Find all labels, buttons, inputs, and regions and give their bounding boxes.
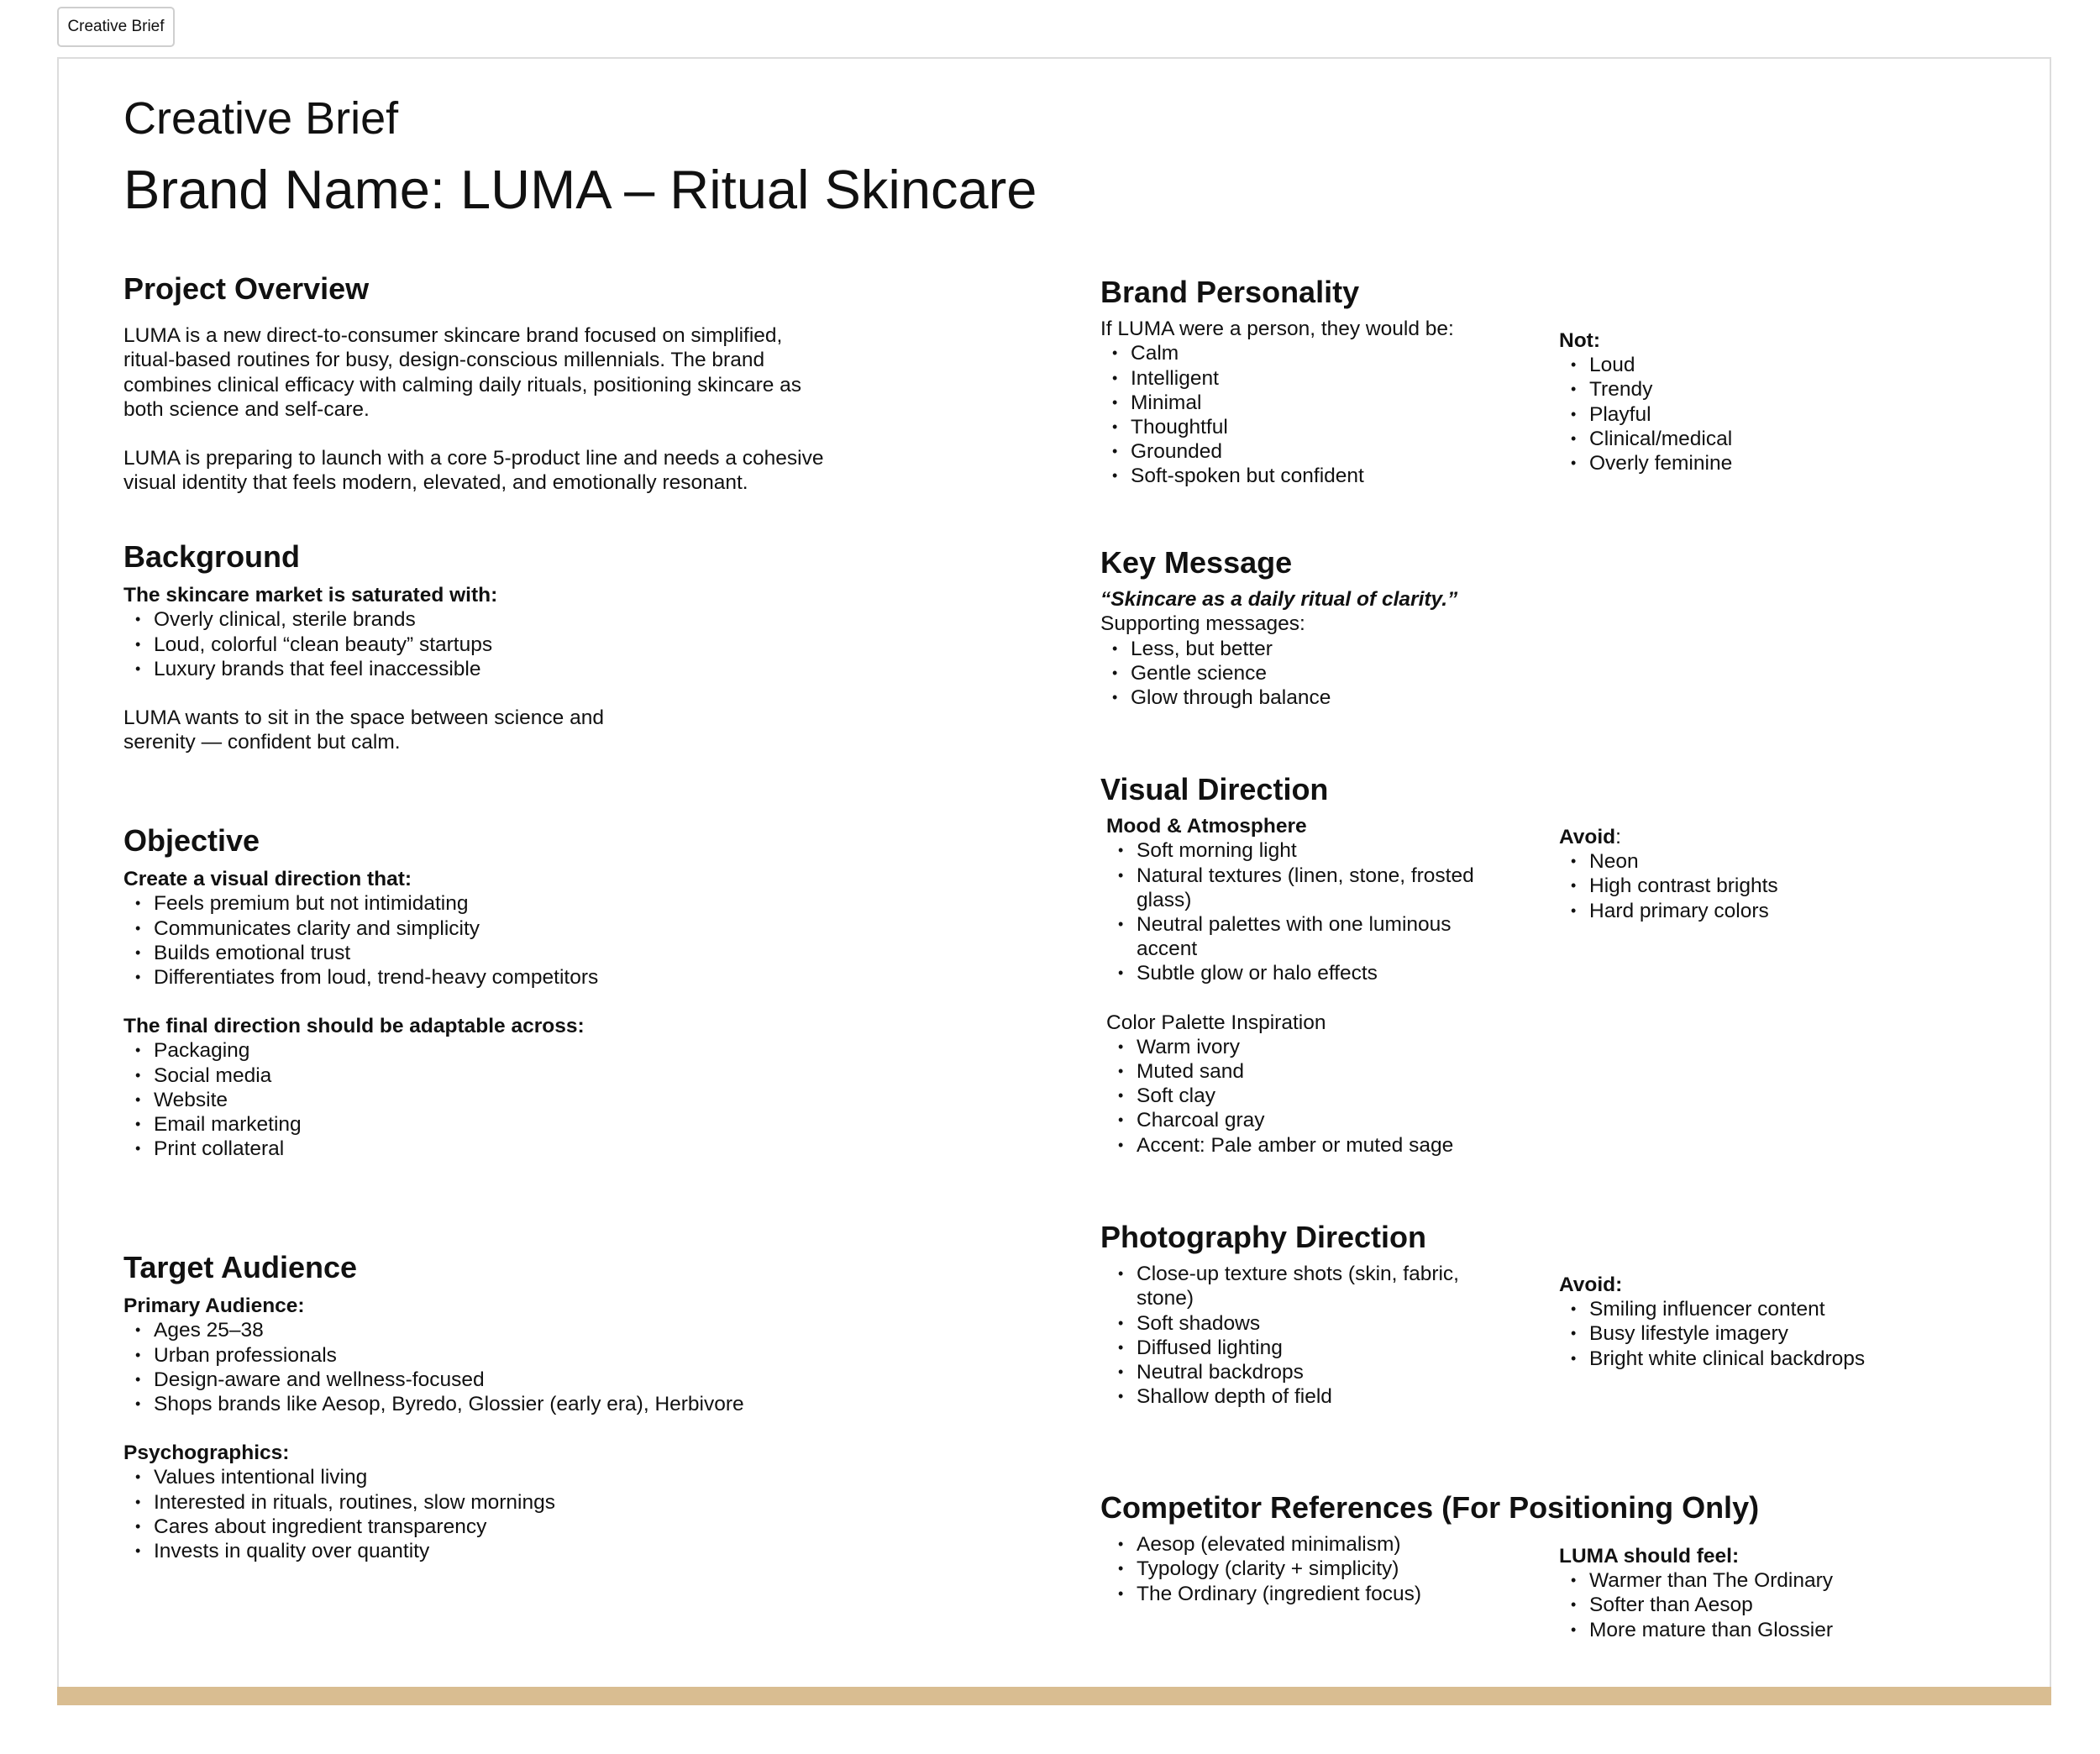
list-item: • Luxury brands that feel inaccessible [123,657,604,681]
list-item: • Subtle glow or halo effects [1106,961,1474,985]
list-item: • Accent: Pale amber or muted sage [1106,1133,1474,1158]
section-heading: Competitor References (For Positioning Only) [1100,1490,1760,1525]
text-line: serenity — confident but calm. [123,731,401,754]
background-intro: The skincare market is saturated with: [123,584,498,607]
text-line: Natural textures (linen, stone, frosted [1137,864,1474,887]
list-item [1106,1262,1459,1310]
list-item: • High contrast brights [1559,874,1778,898]
list-item: • Print collateral [123,1137,598,1161]
list-item: • Clinical/medical [1559,427,1732,451]
list-item: • Loud, colorful “clean beauty” startups [123,633,604,657]
list-item: • Busy lifestyle imagery [1559,1321,1865,1346]
brand-personality-section [1100,274,1454,489]
list-item: • Trendy [1559,377,1732,402]
list-item: • Invests in quality over quantity [123,1539,744,1563]
visual-avoid-label [1559,825,1778,849]
avoid-colon: : [1615,826,1621,848]
list-item: • Packaging [123,1038,598,1063]
list-item: • Charcoal gray [1106,1108,1474,1132]
adaptable-list [123,1038,598,1161]
text-line: combines clinical efficacy with calming daily rituals, positioning skincare as [123,373,802,396]
list-item: • Gentle science [1100,661,1457,685]
section-heading: Target Audience [123,1250,358,1284]
color-palette-list [1106,1035,1474,1158]
supporting-messages-list [1100,637,1457,711]
section-heading: Photography Direction [1100,1220,1427,1254]
list-item: • Overly feminine [1559,451,1732,475]
list-item: • Minimal [1100,391,1454,415]
photography-list [1106,1262,1459,1409]
document-title: Brand Name: LUMA – Ritual Skincare [123,159,1037,220]
list-item: • Design-aware and wellness-focused [123,1368,744,1392]
list-item: • Email marketing [123,1112,598,1137]
list-item: • Playful [1559,402,1732,427]
objective-section [123,822,598,1161]
list-item: • Social media [123,1063,598,1088]
overview-paragraph-1 [123,323,824,422]
key-message-section [1100,544,1457,710]
list-item: • Hard primary colors [1559,899,1778,923]
list-item: • Grounded [1100,439,1454,464]
photography-direction-section [1100,1219,1459,1409]
tab-creative-brief[interactable]: Creative Brief [57,7,175,47]
list-item: • Glow through balance [1100,685,1457,710]
luma-should-feel-label: LUMA should feel: [1559,1545,1740,1568]
list-item: • Website [123,1088,598,1112]
list-item: • Calm [1100,341,1454,365]
text-line: Close-up texture shots (skin, fabric, [1137,1263,1459,1286]
section-heading: Key Message [1100,545,1293,580]
document-kicker: Creative Brief [123,93,399,144]
list-item [1106,912,1474,961]
list-item: • More mature than Glossier [1559,1618,1833,1642]
list-item: • Ages 25–38 [123,1318,744,1342]
luma-should-feel-section [1559,1544,1833,1642]
personality-not-section [1559,328,1732,475]
list-item: • Soft shadows [1106,1311,1459,1336]
list-item: • Urban professionals [123,1343,744,1368]
overview-paragraph-2 [123,446,824,495]
photography-avoid-label: Avoid: [1559,1273,1623,1296]
visual-direction-section [1100,771,1474,1158]
section-heading: Visual Direction [1100,772,1329,806]
luma-should-feel-list [1559,1568,1833,1642]
list-item: • Differentiates from loud, trend-heavy competitors [123,965,598,990]
not-label: Not: [1559,329,1600,352]
key-message-quote: “Skincare as a daily ritual of clarity.” [1100,588,1458,612]
personality-list [1100,341,1454,488]
list-item: • Bright white clinical backdrops [1559,1347,1865,1371]
background-closing [123,706,604,754]
list-item: • Builds emotional trust [123,941,598,965]
text-line: LUMA wants to sit in the space between science and [123,706,604,729]
list-item: • Warmer than The Ordinary [1559,1568,1833,1593]
list-item: • Shallow depth of field [1106,1384,1459,1409]
list-item: • Feels premium but not intimidating [123,891,598,916]
project-overview-section [123,270,824,495]
visual-avoid-section [1559,825,1778,923]
primary-audience-list [123,1318,744,1416]
list-item: • Overly clinical, sterile brands [123,607,604,632]
list-item: • Muted sand [1106,1059,1474,1084]
list-item: • Less, but better [1100,637,1457,661]
primary-audience-label: Primary Audience: [123,1294,305,1318]
background-list [123,607,604,681]
objective-list [123,891,598,990]
list-item: • Cares about ingredient transparency [123,1515,744,1539]
section-heading: Brand Personality [1100,275,1360,309]
objective-intro: Create a visual direction that: [123,868,412,891]
list-item [1106,864,1474,912]
list-item: • Aesop (elevated minimalism) [1106,1532,1759,1557]
list-item: • Soft morning light [1106,838,1474,863]
text-line: ritual-based routines for busy, design-conscious millennials. The brand [123,349,765,372]
list-item: • Values intentional living [123,1465,744,1489]
text-line: LUMA is a new direct-to-consumer skincare brand focused on simplified, [123,324,783,348]
personality-intro: If LUMA were a person, they would be: [1100,318,1454,341]
text-line: LUMA is preparing to launch with a core 5-product line and needs a cohesive [123,447,824,470]
list-item: • Interested in rituals, routines, slow mornings [123,1490,744,1515]
avoid-word: Avoid [1559,826,1616,848]
list-item: • Neutral backdrops [1106,1360,1459,1384]
list-item: • Loud [1559,353,1732,377]
list-item: • The Ordinary (ingredient focus) [1106,1582,1759,1606]
psychographics-list [123,1465,744,1563]
section-heading: Project Overview [123,271,370,306]
not-list [1559,353,1732,475]
list-item: • Neon [1559,849,1778,874]
list-item: • Soft-spoken but confident [1100,464,1454,488]
text-line: visual identity that feels modern, elevated, and emotionally resonant. [123,471,748,495]
section-heading: Objective [123,823,260,858]
text-line: both science and self-care. [123,397,370,421]
list-item: • Communicates clarity and simplicity [123,916,598,941]
list-item: • Thoughtful [1100,415,1454,439]
list-item: • Smiling influencer content [1559,1297,1865,1321]
text-line: glass) [1137,888,1192,911]
color-palette-label: Color Palette Inspiration [1106,1011,1326,1034]
adaptable-intro: The final direction should be adaptable across: [123,1015,585,1038]
list-item: • Shops brands like Aesop, Byredo, Glossier (early era), Herbivore [123,1392,744,1416]
photography-avoid-section [1559,1273,1865,1371]
text-line: Neutral palettes with one luminous [1137,913,1452,936]
target-audience-section [123,1249,744,1563]
supporting-messages-label: Supporting messages: [1100,612,1305,636]
list-item: • Warm ivory [1106,1035,1474,1059]
mood-atmosphere-label: Mood & Atmosphere [1106,815,1307,838]
photography-avoid-list [1559,1297,1865,1371]
psychographics-label: Psychographics: [123,1442,290,1465]
text-line: accent [1137,937,1198,961]
visual-avoid-list [1559,849,1778,923]
list-item: • Typology (clarity + simplicity) [1106,1557,1759,1581]
text-line: stone) [1137,1287,1194,1310]
background-section [123,538,604,754]
mood-list [1106,838,1474,985]
list-item: • Diffused lighting [1106,1336,1459,1360]
list-item: • Soft clay [1106,1084,1474,1108]
list-item: • Softer than Aesop [1559,1593,1833,1617]
list-item: • Intelligent [1100,366,1454,391]
section-heading: Background [123,539,301,574]
accent-bar [57,1687,2051,1705]
